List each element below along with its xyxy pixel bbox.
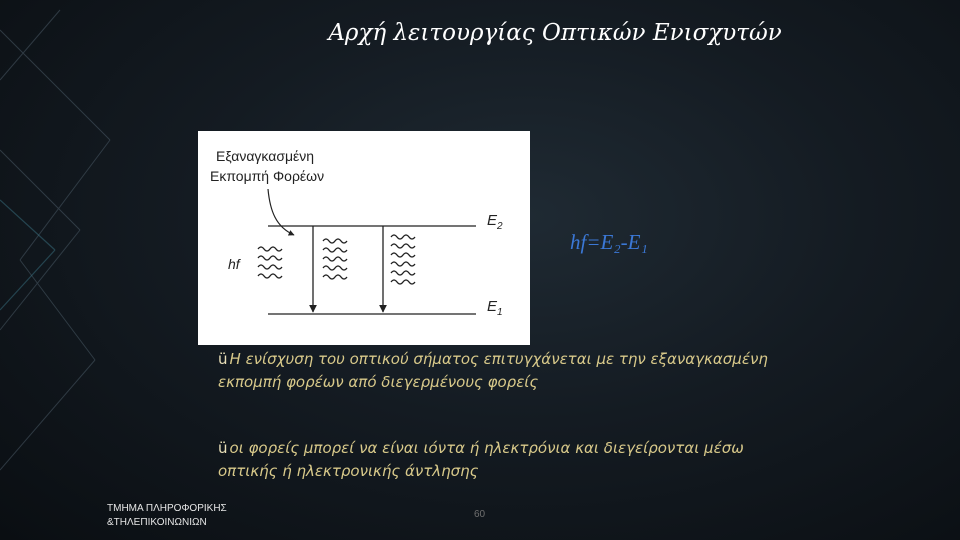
page-number: 60 [474,509,486,520]
e1-label: E [487,298,498,315]
svg-text:E2 [487,212,503,232]
slide-title: Αρχή λειτουργίας Οπτικών Ενισχυτών [328,20,782,46]
checkmark-icon: ü [218,439,228,457]
bullet-point-2 [218,437,778,483]
checkmark-icon: ü [218,350,228,368]
bullet-text-1: Η ενίσχυση του οπτικού σήματος επιτυγχάνεται με την εξαναγκασμένη εκπομπή φορέων από διεγερμένους φορείς [218,350,768,391]
callout-arrow [268,189,294,235]
bullet-point-1 [218,348,778,394]
footer-line-1: ΤΜΗΜΑ ΠΛΗΡΟΦΟΡΙΚΗΣ [107,503,227,514]
energy-formula: hf=E₂-E₁ [570,230,648,254]
e2-label: E [487,212,498,229]
decorative-lines [0,0,120,540]
footer-department [107,502,227,530]
photon-waves-right [391,235,415,284]
photon-waves-middle [323,239,347,279]
footer-line-2: &ΤΗΛΕΠΙΚΟΙΝΩΝΙΩΝ [107,517,207,528]
stimulated-emission-diagram [198,131,530,345]
hf-label: hf [228,256,240,272]
photon-waves-left [258,247,282,278]
svg-text:E1 [487,298,503,318]
e2-subscript: 2 [497,221,503,232]
diagram-label-line1: Εξαναγκασμένη [216,148,315,164]
e1-subscript: 1 [497,307,503,318]
diagram-label-line2: Εκπομπή Φορέων [210,168,325,184]
bullet-text-2: οι φορείς μπορεί να είναι ιόντα ή ηλεκτρόνια και διεγείρονται μέσω οπτικής ή ηλεκτρονικής άντλησης [218,439,744,480]
